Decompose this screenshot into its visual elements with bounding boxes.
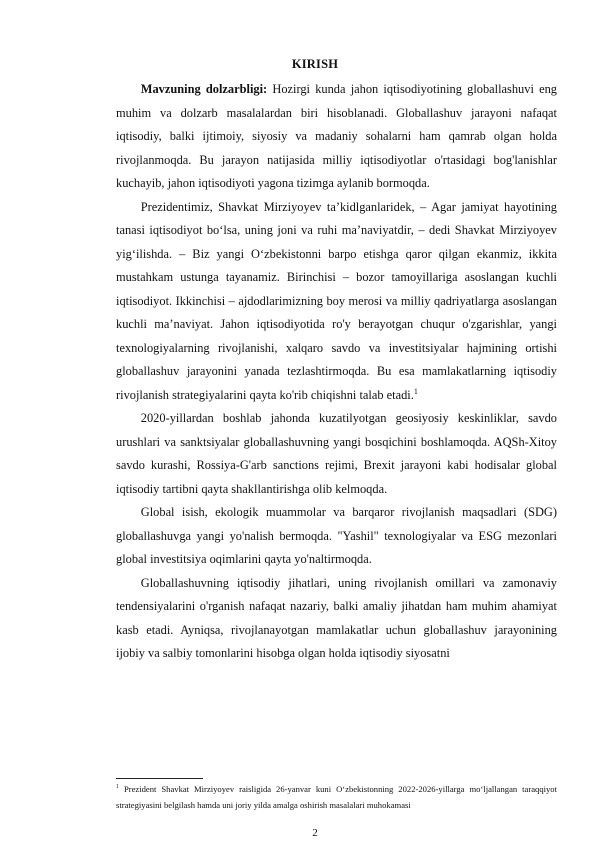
body-text (116, 78, 557, 666)
paragraph-5 (116, 572, 557, 666)
paragraph-4 (116, 501, 557, 572)
footnote-number: 1 (116, 784, 119, 791)
footnote (116, 782, 557, 813)
page-number: 2 (312, 827, 318, 839)
lead-label: Mavzuning dolzarbligi: (140, 82, 268, 96)
paragraph-4-text: Global isish, ekologik muammolar va barqaror rivojlanish maqsadlari (SDG) globallashuvga yangi yo'nalish bermoqda. "Yashil" texnologiyalar va ESG mezonlari global investitsiya oqimlarini qayta yo'naltirmoqda. (116, 505, 557, 566)
paragraph-3 (116, 407, 557, 501)
paragraph-1-text: Hozirgi kunda jahon iqtisodiyotining globallashuvi eng muhim va dolzarb masalalardan biri hisoblanadi. Globallashuv jarayoni nafaqat iqtisodiy, balki ijtimoiy, siyosiy va madaniy sohalarni ham qamrab olgan holda rivojlanmoqda. Bu jarayon natijasida milliy iqtisodiyotlar o'rtasidagi bog'lanishlar kuchayib, jahon iqtisodiyoti yagona tizimga aylanib bormoqda. (116, 82, 557, 190)
paragraph-1 (116, 78, 557, 196)
paragraph-2-text: Prezidentimiz, Shavkat Mirziyoyev ta’kidlganlaridek, – Agar jamiyat hayotining tanasi iqtisodiyot bo‘lsa, uning joni va ruhi ma’naviyatdir, – dedi Shavkat Mirziyoyev yig‘ilishda. – Biz yangi O‘zbekistonni barpo etishga qaror qilgan ekanmiz, ikkita mustahkam ustunga tayanamiz. Birinchisi – bozor tamoyillariga asoslangan kuchli iqtisodiyot. Ikkinchisi – ajdodlarimizning boy merosi va milliy qadriyatlarga asoslangan kuchli ma’naviyat. Jahon iqtisodiyotida ro'y berayotgan chuqur o'zgarishlar, yangi texnologiyalarning rivojlanishi, xalqaro savdo va investitsiyalar hajmining ortishi globallashuv jarayonini yanada tezlashtirmoqda. Bu esa mamlakatlarning iqtisodiy rivojlanish strategiyalarini qayta ko'rib chiqishni talab etadi. (116, 199, 557, 402)
paragraph-2 (116, 196, 557, 408)
footnote-reference[interactable]: 1 (413, 386, 418, 396)
paragraph-5-text: Globallashuvning iqtisodiy jihatlari, uning rivojlanish omillari va zamonaviy tendensiyalarini o'rganish nafaqat nazariy, balki amaliy jihatdan ham muhim ahamiyat kasb etadi. Ayniqsa, rivojlanayotgan mamlakatlar uchun globallashuv jarayonining ijobiy va salbiy tomonlarini hisobga olgan holda iqtisodiy siyosatni (116, 575, 557, 660)
section-title: KIRISH (291, 57, 339, 71)
footnote-text: Prezident Shavkat Mirziyoyev raisligida 26-yanvar kuni O‘zbekistonning 2022-2026-yillarga mo‘ljallangan taraqqiyot strategiyasini belgilash hamda uni joriy yilda amalga oshirish masalalari muhokamasi (116, 784, 557, 810)
paragraph-3-text: 2020-yillardan boshlab jahonda kuzatilyotgan geosiyosiy keskinliklar, savdo urushlari va sanktsiyalar globallashuvning yangi bosqichini boshlamoqda. AQSh-Xitoy savdo kurashi, Rossiya-G'arb sanctions rejimi, Brexit jarayoni kabi hodisalar global iqtisodiy tartibni qayta shakllantirishga olib kelmoqda. (116, 411, 557, 496)
footnote-divider (116, 778, 203, 779)
